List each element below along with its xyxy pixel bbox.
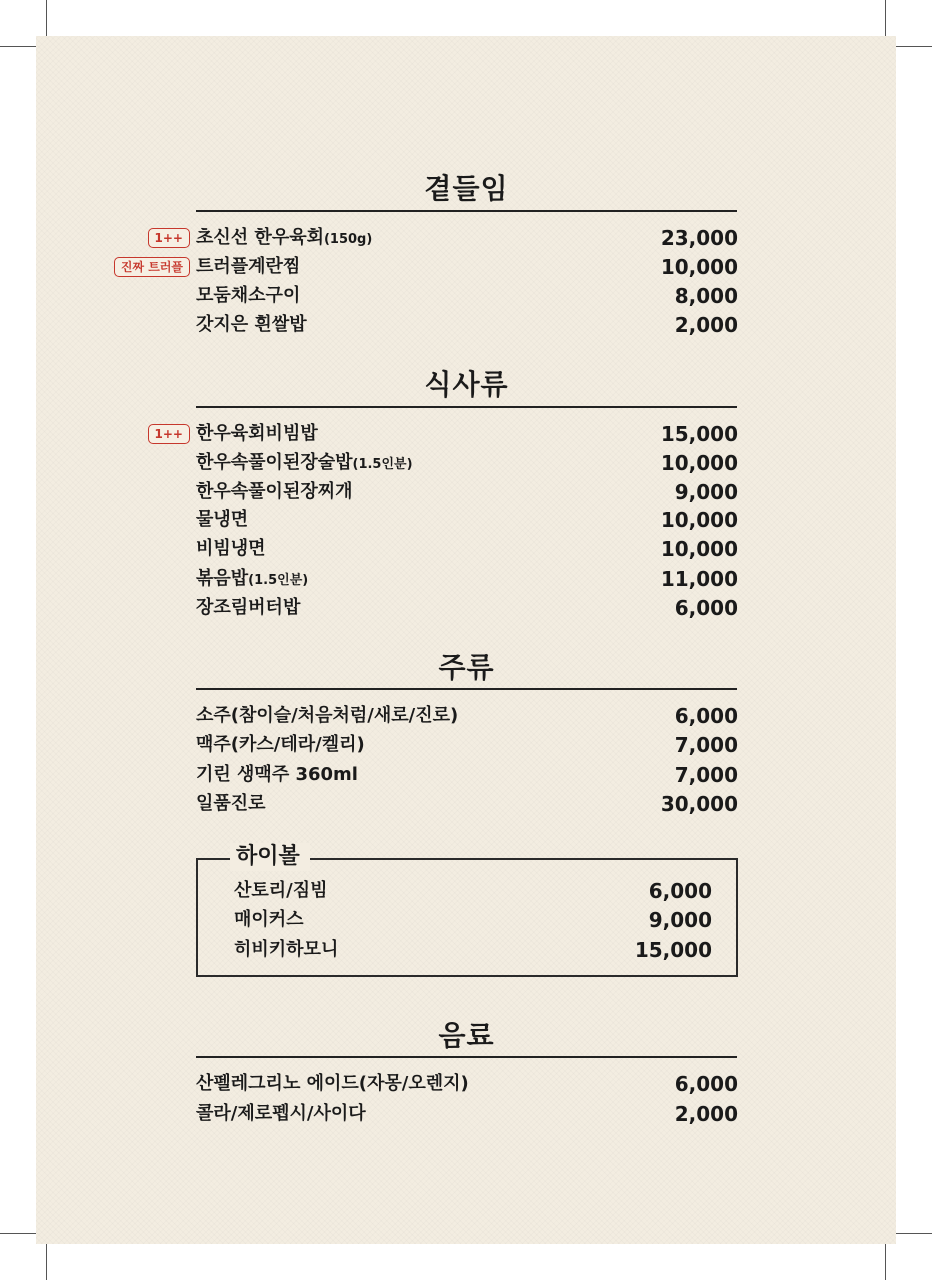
- item-name: 한우육회비빔밥: [196, 423, 318, 444]
- item-name: 볶음밥(1.5인분): [196, 568, 309, 589]
- item-price: 9,000: [674, 480, 738, 504]
- item-name: 기린 생맥주 360ml: [196, 764, 358, 785]
- crop-mark: [896, 46, 932, 47]
- section-title-meals: 식사류: [424, 368, 509, 401]
- item-name: 산펠레그리노 에이드(자몽/오렌지): [196, 1073, 469, 1094]
- menu-item: [196, 790, 738, 818]
- section-rule: [196, 406, 737, 408]
- item-price: 11,000: [660, 567, 738, 591]
- section-rule: [196, 1056, 737, 1058]
- highball-title-gap: [210, 856, 232, 858]
- item-name: 콜라/제로펩시/사이다: [196, 1103, 366, 1124]
- item-name: 일품진로: [196, 793, 266, 814]
- item-name: 히비키하모니: [234, 939, 339, 960]
- item-price: 9,000: [648, 908, 712, 932]
- crop-mark: [896, 1233, 932, 1234]
- item-price: 23,000: [660, 226, 738, 250]
- item-price: 15,000: [634, 938, 712, 962]
- menu-item: [196, 594, 738, 622]
- item-name: 모둠채소구이: [196, 285, 301, 306]
- item-price: 6,000: [674, 596, 738, 620]
- section-title-beverages: 음료: [438, 1019, 495, 1052]
- item-price: 15,000: [660, 422, 738, 446]
- menu-item: [154, 224, 738, 252]
- crop-mark: [885, 0, 886, 36]
- item-price: 2,000: [674, 1102, 738, 1126]
- item-price: 2,000: [674, 313, 738, 337]
- item-name: 맥주(카스/테라/켈리): [196, 734, 365, 755]
- item-name: 물냉면: [196, 509, 249, 530]
- truffle-badge: 진짜 트러플: [114, 257, 190, 277]
- menu-item: [234, 906, 712, 934]
- item-name: 초신선 한우육회(150g): [196, 227, 373, 248]
- item-name: 갓지은 흰쌀밥: [196, 314, 307, 335]
- menu-item: [196, 702, 738, 730]
- menu-item: [234, 936, 712, 964]
- item-price: 10,000: [660, 537, 738, 561]
- menu-item: [196, 731, 738, 759]
- menu-item: [196, 565, 738, 593]
- item-name: 트러플계란찜: [196, 256, 301, 277]
- menu-paper: [36, 36, 896, 1244]
- crop-mark: [46, 0, 47, 36]
- item-price: 10,000: [660, 255, 738, 279]
- section-title-drinks: 주류: [438, 651, 495, 684]
- item-name: 한우속풀이된장찌개: [196, 481, 353, 502]
- crop-mark: [46, 1244, 47, 1280]
- item-name: 산토리/짐빔: [234, 880, 328, 901]
- item-price: 30,000: [660, 792, 738, 816]
- highball-title: 하이볼: [230, 843, 310, 871]
- item-price: 7,000: [674, 763, 738, 787]
- item-name: 소주(참이슬/처음처럼/새로/진로): [196, 705, 459, 726]
- section-rule: [196, 688, 737, 690]
- item-price: 6,000: [674, 704, 738, 728]
- menu-item: [196, 449, 738, 477]
- item-name: 매이커스: [234, 909, 304, 930]
- item-name: 장조림버터밥: [196, 597, 301, 618]
- item-price: 6,000: [648, 879, 712, 903]
- item-price: 10,000: [660, 508, 738, 532]
- item-price: 7,000: [674, 733, 738, 757]
- menu-item: [196, 535, 738, 563]
- menu-item: [196, 1100, 738, 1128]
- menu-item: [196, 282, 738, 310]
- menu-item: [234, 877, 712, 905]
- crop-mark: [0, 46, 36, 47]
- section-rule: [196, 210, 737, 212]
- section-title-sides: 곁들임: [424, 172, 509, 205]
- menu-item: [196, 311, 738, 339]
- grade-badge: 1++: [148, 228, 190, 248]
- menu-item: [196, 1070, 738, 1098]
- crop-mark: [0, 1233, 36, 1234]
- item-price: 6,000: [674, 1072, 738, 1096]
- grade-badge: 1++: [148, 424, 190, 444]
- menu-item: [196, 506, 738, 534]
- item-name: 한우속풀이된장술밥(1.5인분): [196, 452, 413, 473]
- item-price: 10,000: [660, 451, 738, 475]
- menu-item: [120, 253, 738, 281]
- crop-mark: [885, 1244, 886, 1280]
- menu-item: [196, 761, 738, 789]
- item-name: 비빔냉면: [196, 538, 266, 559]
- menu-item: [154, 420, 738, 448]
- item-price: 8,000: [674, 284, 738, 308]
- menu-item: [196, 478, 738, 506]
